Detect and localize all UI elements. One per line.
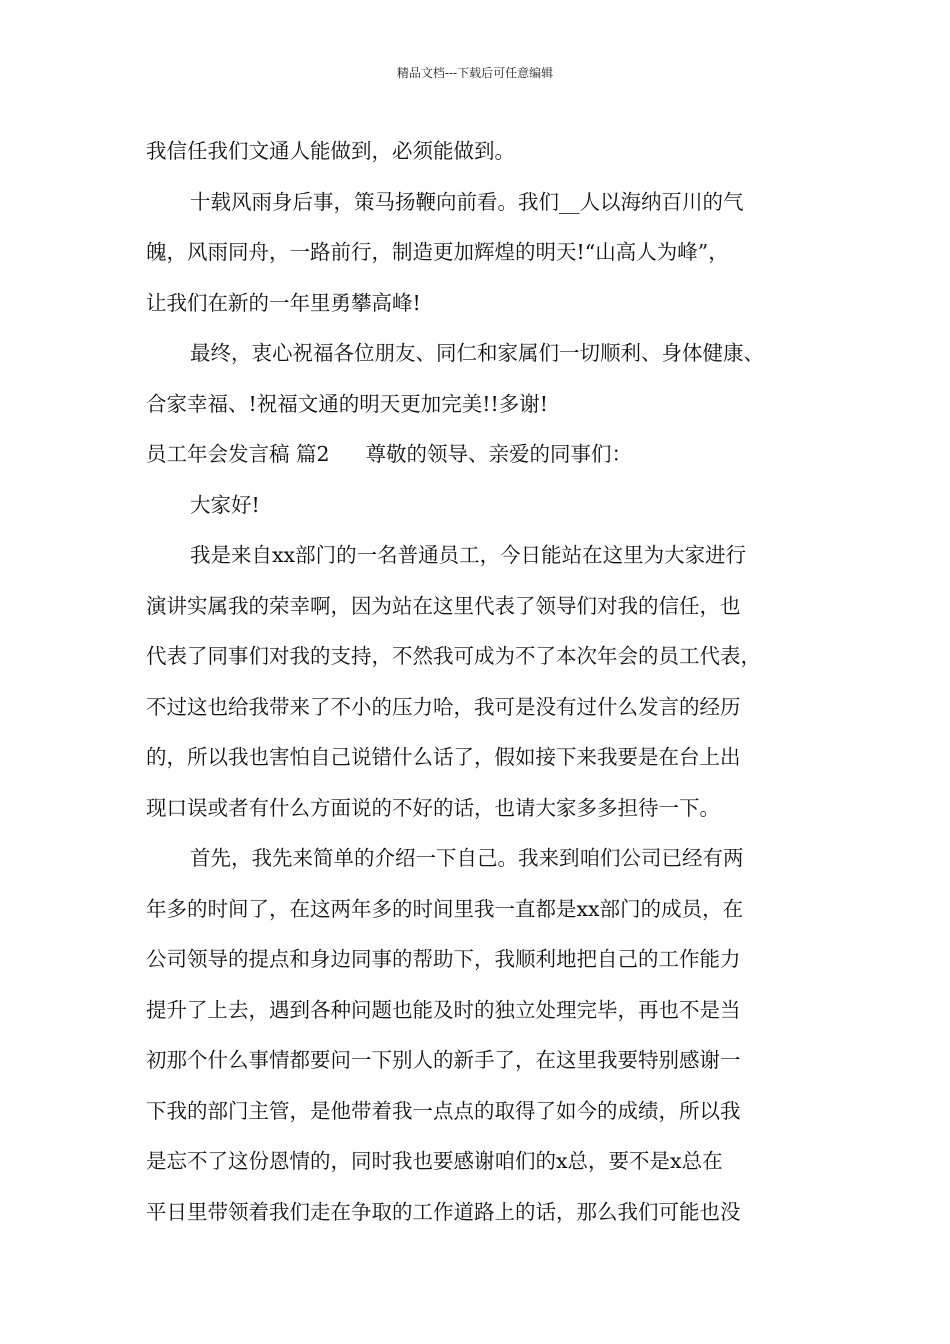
paragraph-line: 下我的部门主管，是他带着我一点点的取得了如今的成绩，所以我 [146,1098,741,1123]
paragraph-line: 的，所以我也害怕自己说错什么话了，假如接下来我要是在台上出 [146,745,741,769]
paragraph-line: 大家好! [190,492,260,517]
paragraph-line: 不过这也给我带来了不小的压力哈，我可是没有过什么发言的经历 [146,694,741,719]
paragraph-line: 魄，风雨同舟，一路前行，制造更加辉煌的明天!“山高人为峰”， [146,240,729,264]
paragraph-line: 十载风雨身后事，策马扬鞭向前看。我们__人以海纳百川的气 [190,189,744,214]
section-heading: 员工年会发言稿 篇2 [146,442,330,466]
paragraph-line: 我是来自xx部门的一名普通员工，今日能站在这里为大家进行 [190,543,747,567]
paragraph-line: 年多的时间了，在这两年多的时间里我一直都是xx部门的成员，在 [146,896,744,921]
paragraph-line: 平日里带领着我们走在争取的工作道路上的话，那么我们可能也没 [146,1199,741,1224]
document-body [146,126,816,1237]
section-heading-line [146,429,816,480]
paragraph-line: 代表了同事们对我的支持，不然我可成为不了本次年会的员工代表， [146,644,761,668]
paragraph-line: 合家幸福、!祝福文通的明天更加完美!!多谢! [146,391,548,416]
paragraph-line: 让我们在新的一年里勇攀高峰! [146,290,421,315]
paragraph-line: 首先，我先来简单的介绍一下自己。我来到咱们公司已经有两 [190,846,744,870]
paragraph-line: 提升了上去，遇到各种问题也能及时的独立处理完毕，再也不是当 [146,997,741,1022]
page-header: 精品文档---下载后可任意编辑 [396,66,554,80]
paragraph-line: 现口误或者有什么方面说的不好的话，也请大家多多担待一下。 [146,795,720,820]
paragraph-line: 最终，衷心祝福各位朋友、同仁和家属们一切顺利、身体健康、 [190,341,764,365]
salutation: 尊敬的领导、亲爱的同事们： [365,442,633,466]
paragraph-line: 演讲实属我的荣幸啊，因为站在这里代表了领导们对我的信任，也 [146,593,741,618]
paragraph-line: 是忘不了这份恩情的，同时我也要感谢咱们的x总，要不是x总在 [146,1149,723,1173]
paragraph-line: 公司领导的提点和身边同事的帮助下，我顺利地把自己的工作能力 [146,947,741,971]
paragraph-line: 我信任我们文通人能做到，必须能做到。 [146,139,515,163]
paragraph-line: 初那个什么事情都要问一下别人的新手了，在这里我要特别感谢一 [146,1048,741,1072]
